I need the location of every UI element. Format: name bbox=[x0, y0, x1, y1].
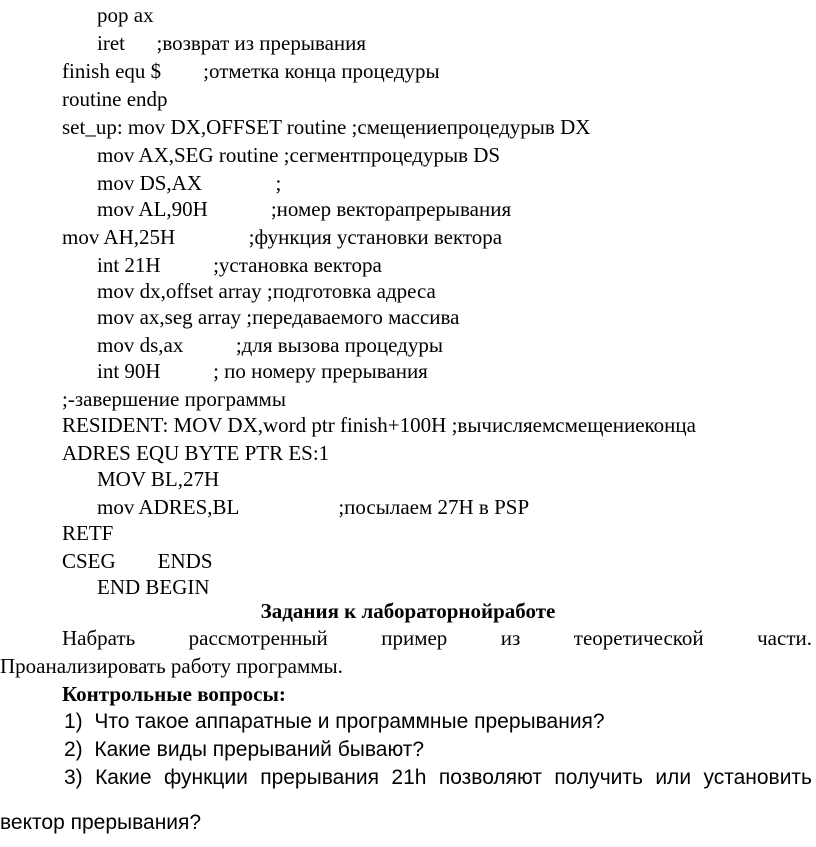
code-line: CSEG ENDS bbox=[62, 549, 213, 573]
code-line: ADRES EQU BYTE PTR ES:1 bbox=[62, 441, 330, 465]
code-line: routine endp bbox=[62, 87, 168, 111]
question-2: 2) Какие виды прерываний бывают? bbox=[64, 738, 425, 761]
code-line: mov AH,25H ;функция установки вектора bbox=[62, 225, 503, 249]
code-line: mov ax,seg array ;передаваемого массива bbox=[97, 305, 460, 329]
code-line: END BEGIN bbox=[97, 575, 210, 599]
code-line: mov DS,AX ; bbox=[97, 171, 282, 195]
code-line: finish equ $ ;отметка конца процедуры bbox=[62, 59, 440, 83]
task-paragraph-line2: Проанализировать работу программы. bbox=[0, 654, 343, 678]
questions-heading: Контрольные вопросы: bbox=[62, 682, 286, 706]
code-line: ;-завершение программы bbox=[62, 387, 286, 411]
section-title: Задания к лабораторнойработе bbox=[260, 599, 556, 623]
code-line: mov ADRES,BL ;посылаем 27H в PSP bbox=[97, 495, 530, 519]
code-line: set_up: mov DX,OFFSET routine ;смещениепроцедурыв DX bbox=[62, 115, 591, 139]
question-3: 3) Какие функции прерывания 21h позволяют получить или установить bbox=[64, 766, 812, 789]
code-line: mov AX,SEG routine ;сегментпроцедурыв DS bbox=[97, 143, 501, 167]
question-1: 1) Что такое аппаратные и программные прерывания? bbox=[64, 710, 605, 733]
code-line: RESIDENT: MOV DX,word ptr finish+100H ;вычисляемсмещениеконца bbox=[62, 413, 696, 437]
code-line: pop ax bbox=[97, 3, 154, 27]
code-line: int 21H ;установка вектора bbox=[97, 253, 382, 277]
code-line: iret ;возврат из прерывания bbox=[97, 31, 367, 55]
task-paragraph-line1: Набрать рассмотренный пример из теоретической части. bbox=[62, 626, 812, 650]
code-line: RETF bbox=[62, 521, 114, 545]
code-line: mov AL,90H ;номер векторапрерывания bbox=[97, 197, 512, 221]
code-line: mov ds,ax ;для вызова процедуры bbox=[97, 333, 443, 357]
code-line: mov dx,offset array ;подготовка адреса bbox=[97, 279, 436, 303]
code-line: int 90H ; по номеру прерывания bbox=[97, 359, 428, 383]
question-3-continuation: вектор прерывания? bbox=[0, 811, 202, 834]
code-line: MOV BL,27H bbox=[97, 467, 220, 491]
